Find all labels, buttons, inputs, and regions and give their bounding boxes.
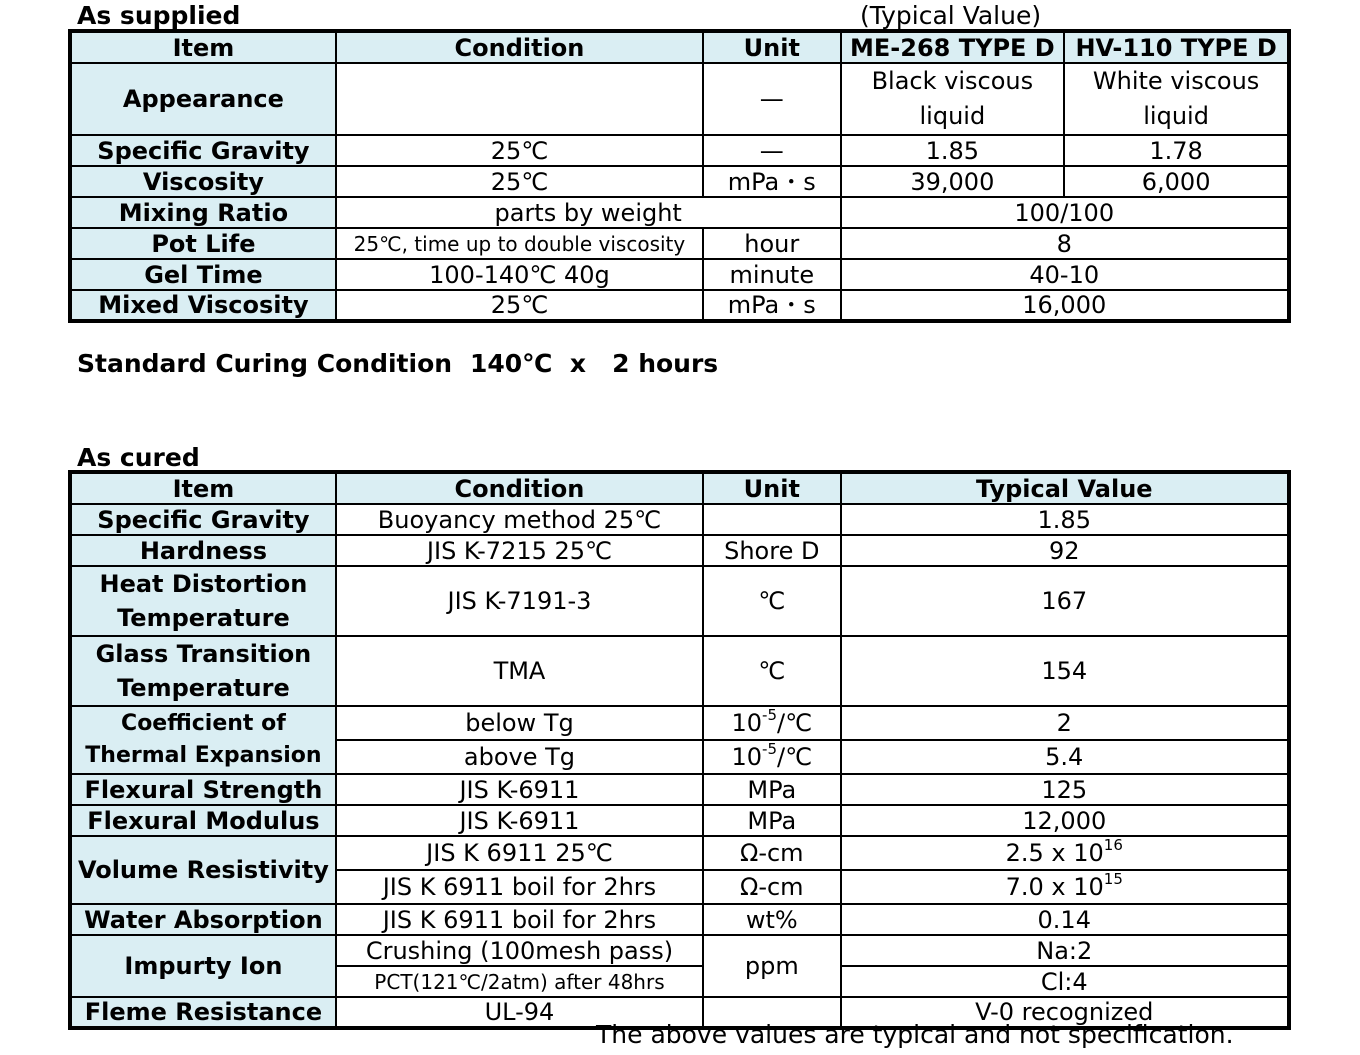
- item-appearance: Appearance: [70, 63, 336, 135]
- cell-condition: PCT(121℃/2atm) after 48hrs: [336, 966, 703, 997]
- unit-base: 10: [731, 709, 763, 737]
- cell-unit: MPa: [703, 805, 840, 836]
- item-heat-distortion-temperature: Heat Distortion Temperature: [70, 566, 336, 636]
- cell-unit: —: [703, 135, 840, 166]
- curing-condition-value: 140℃ x 2 hours: [470, 349, 719, 378]
- header-unit: Unit: [703, 472, 840, 504]
- table-row: [70, 504, 1289, 535]
- cell-value: 8: [841, 228, 1290, 259]
- table-row: [70, 566, 1289, 636]
- item-flame-resistance: Fleme Resistance: [70, 997, 336, 1028]
- cell-unit: —: [703, 63, 840, 135]
- header-me-268: ME-268 TYPE D: [841, 31, 1065, 63]
- cell-condition: Crushing (100mesh pass): [336, 935, 703, 966]
- cell-unit: ℃: [703, 636, 840, 706]
- cell-unit: [703, 740, 840, 774]
- cell-value: 92: [841, 535, 1290, 566]
- item-coefficient-thermal-expansion: Coefficient of Thermal Expansion: [70, 706, 336, 774]
- table-header-row: [70, 31, 1289, 63]
- cell-condition: below Tg: [336, 706, 703, 740]
- value-exponent: 16: [1103, 836, 1123, 854]
- cell-unit: [703, 706, 840, 740]
- cell-value: 2: [841, 706, 1290, 740]
- footnote: The above values are typical and not specification.: [596, 1020, 1234, 1049]
- table-row: [70, 135, 1289, 166]
- cell-condition: UL-94: [336, 997, 703, 1028]
- table-row: [70, 63, 1289, 135]
- cell-condition: [336, 63, 703, 135]
- header-typical-value: Typical Value: [841, 472, 1290, 504]
- cell-value: 125: [841, 774, 1290, 805]
- cell-unit: mPa・s: [703, 290, 840, 321]
- cell-value-b: 1.78: [1064, 135, 1289, 166]
- table-row: [70, 805, 1289, 836]
- value-exponent: 15: [1103, 870, 1123, 888]
- item-gel-time: Gel Time: [70, 259, 336, 290]
- section-title-cured: As cured: [77, 443, 200, 472]
- cell-value: Cl:4: [841, 966, 1290, 997]
- cell-value: [841, 836, 1290, 870]
- item-mixing-ratio: Mixing Ratio: [70, 197, 336, 228]
- cell-condition: parts by weight: [336, 197, 841, 228]
- cell-value-b: 6,000: [1064, 166, 1289, 197]
- cell-value-a: 1.85: [841, 135, 1065, 166]
- cell-condition: JIS K 6911 25℃: [336, 836, 703, 870]
- cell-unit: MPa: [703, 774, 840, 805]
- cell-condition: 25℃, time up to double viscosity: [336, 228, 703, 259]
- header-hv-110: HV-110 TYPE D: [1064, 31, 1289, 63]
- cell-value: [841, 870, 1290, 904]
- table-row: [70, 166, 1289, 197]
- cell-unit: ℃: [703, 566, 840, 636]
- cell-condition: 100-140℃ 40g: [336, 259, 703, 290]
- cell-value: 154: [841, 636, 1290, 706]
- cell-condition: above Tg: [336, 740, 703, 774]
- item-glass-transition-temperature: Glass Transition Temperature: [70, 636, 336, 706]
- cell-value: Na:2: [841, 935, 1290, 966]
- cell-condition: Buoyancy method 25℃: [336, 504, 703, 535]
- unit-base: 10: [731, 743, 763, 771]
- cell-condition: 25℃: [336, 166, 703, 197]
- cell-condition: JIS K-7215 25℃: [336, 535, 703, 566]
- cell-unit: Ω-cm: [703, 836, 840, 870]
- table-row: [70, 904, 1289, 935]
- item-specific-gravity: Specific Gravity: [70, 504, 336, 535]
- unit-tail: /℃: [777, 743, 813, 771]
- item-specific-gravity: Specific Gravity: [70, 135, 336, 166]
- item-water-absorption: Water Absorption: [70, 904, 336, 935]
- table-row: [70, 535, 1289, 566]
- table-row: [70, 935, 1289, 966]
- value-base: 2.5 x 10: [1005, 839, 1104, 867]
- header-condition: Condition: [336, 472, 703, 504]
- item-hardness: Hardness: [70, 535, 336, 566]
- curing-condition-label: Standard Curing Condition: [77, 349, 453, 378]
- item-flexural-modulus: Flexural Modulus: [70, 805, 336, 836]
- cell-value-b: White viscous liquid: [1064, 63, 1289, 135]
- header-condition: Condition: [336, 31, 703, 63]
- header-item: Item: [70, 31, 336, 63]
- section-title-supplied: As supplied: [77, 1, 241, 30]
- item-pot-life: Pot Life: [70, 228, 336, 259]
- table-row: [70, 636, 1289, 706]
- unit-tail: /℃: [777, 709, 813, 737]
- item-impurity-ion: Impurty Ion: [70, 935, 336, 997]
- typical-value-note: (Typical Value): [860, 1, 1042, 30]
- cell-condition: JIS K-6911: [336, 805, 703, 836]
- table-row: [70, 290, 1289, 321]
- cell-value: 12,000: [841, 805, 1290, 836]
- table-row: [70, 197, 1289, 228]
- cell-condition: JIS K-6911: [336, 774, 703, 805]
- as-cured-table: [68, 470, 1291, 1030]
- cell-unit: ppm: [703, 935, 840, 997]
- cell-condition: 25℃: [336, 290, 703, 321]
- table-row: [70, 774, 1289, 805]
- item-viscosity: Viscosity: [70, 166, 336, 197]
- cell-condition: JIS K-7191-3: [336, 566, 703, 636]
- cell-value: 0.14: [841, 904, 1290, 935]
- table-row: [70, 259, 1289, 290]
- header-unit: Unit: [703, 31, 840, 63]
- cell-value-a: Black viscous liquid: [841, 63, 1065, 135]
- cell-value: 100/100: [841, 197, 1290, 228]
- cell-value: V-0 recognized: [841, 997, 1290, 1028]
- table-row: [70, 706, 1289, 740]
- cell-unit: mPa・s: [703, 166, 840, 197]
- cell-unit: minute: [703, 259, 840, 290]
- table-row: [70, 836, 1289, 870]
- cell-condition: JIS K 6911 boil for 2hrs: [336, 904, 703, 935]
- cell-unit: [703, 504, 840, 535]
- cell-unit: Shore D: [703, 535, 840, 566]
- cell-unit: hour: [703, 228, 840, 259]
- cell-value: 1.85: [841, 504, 1290, 535]
- unit-exponent: -5: [762, 740, 778, 758]
- cell-value-a: 39,000: [841, 166, 1065, 197]
- cell-condition: JIS K 6911 boil for 2hrs: [336, 870, 703, 904]
- cell-value: 167: [841, 566, 1290, 636]
- table-row: [70, 228, 1289, 259]
- cell-unit: wt%: [703, 904, 840, 935]
- cell-condition: TMA: [336, 636, 703, 706]
- cell-value: 40-10: [841, 259, 1290, 290]
- as-supplied-table: [68, 29, 1291, 323]
- cell-value: 16,000: [841, 290, 1290, 321]
- item-flexural-strength: Flexural Strength: [70, 774, 336, 805]
- table-header-row: [70, 472, 1289, 504]
- item-volume-resistivity: Volume Resistivity: [70, 836, 336, 904]
- cell-unit: Ω-cm: [703, 870, 840, 904]
- unit-exponent: -5: [762, 706, 778, 724]
- header-item: Item: [70, 472, 336, 504]
- cell-value: 5.4: [841, 740, 1290, 774]
- value-base: 7.0 x 10: [1005, 873, 1104, 901]
- cell-condition: 25℃: [336, 135, 703, 166]
- item-mixed-viscosity: Mixed Viscosity: [70, 290, 336, 321]
